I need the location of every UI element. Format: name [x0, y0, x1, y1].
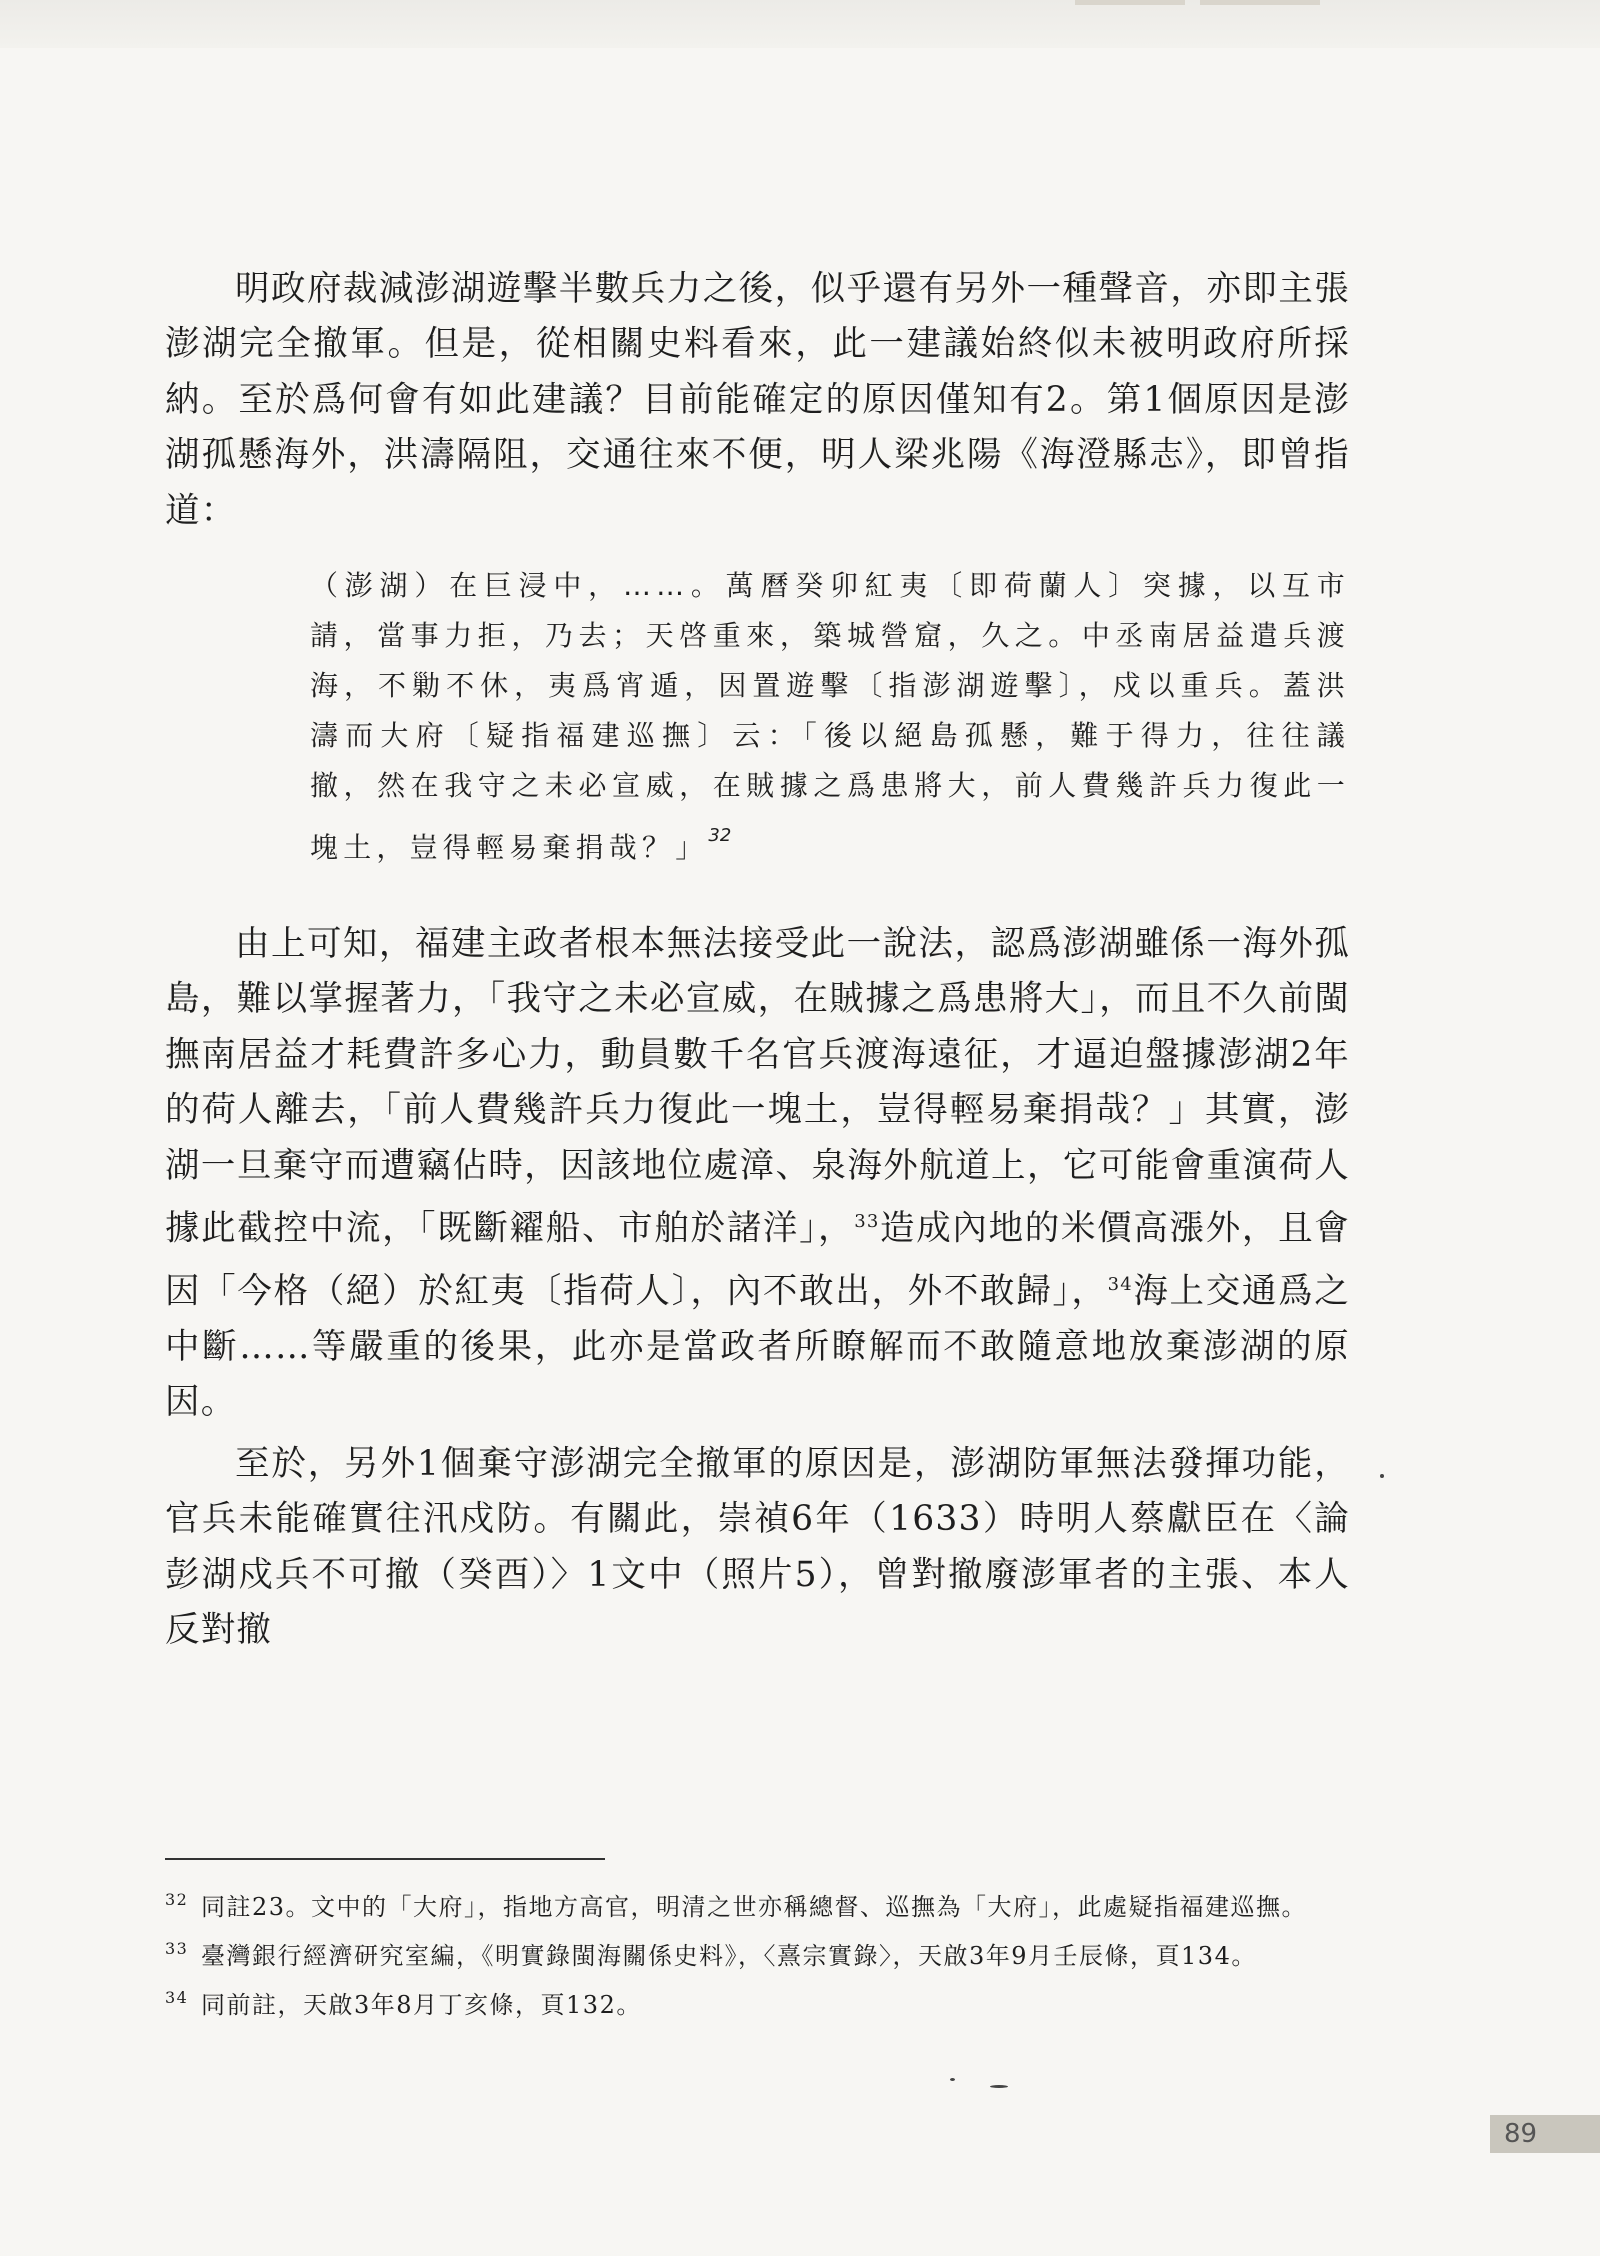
page-body	[165, 262, 1350, 1658]
paragraph-1: 明政府裁減澎湖遊擊半數兵力之後，似乎還有另外一種聲音，亦即主張澎湖完全撤軍。但是，從相關史料看來，此一建議始終似未被明政府所採納。至於爲何會有如此建議？目前能確定的原因僅知有2。第1個原因是澎湖孤懸海外，洪濤隔阻，交通往來不便，明人梁兆陽《海澄縣志》，即曾指道：	[165, 269, 1350, 531]
footnote-34	[165, 1980, 1350, 2023]
footnote-text: 臺灣銀行經濟研究室編，《明實錄閩海關係史料》，〈熹宗實錄〉，天啟3年9月壬辰條，頁134。	[201, 1942, 1257, 1970]
footnote-ref-33: 33	[854, 1211, 880, 1233]
scan-speck	[990, 2085, 1008, 2088]
page-number: 89	[1490, 2115, 1600, 2153]
top-scan-mark	[1200, 0, 1320, 5]
scan-speck	[1380, 1474, 1384, 1478]
footnote-number: 33	[165, 1939, 189, 1958]
footnote-text: 同前註，天啟3年8月丁亥條，頁132。	[201, 1991, 642, 2019]
paragraph-2-part-c: 海上交通爲之中斷……等嚴重的後果，此亦是當政者所瞭解而不敢隨意地放棄澎湖的原因。	[165, 1271, 1350, 1423]
footnote-33	[165, 1931, 1350, 1974]
footnote-32	[165, 1882, 1350, 1925]
footnote-number: 32	[165, 1890, 189, 1909]
footnote-ref-32: 32	[708, 825, 732, 847]
footnote-text: 同註23。文中的「大府」，指地方高官，明清之世亦稱總督、巡撫為「大府」，此處疑指福建巡撫。	[201, 1893, 1308, 1921]
quote-text: （澎湖）在巨浸中，……。萬曆癸卯紅夷〔即荷蘭人〕突據，以互市請，當事力拒，乃去；天啓重來，築城營窟，久之。中丞南居益遣兵渡海，不勦不休，夷爲宵遁，因置遊擊〔指澎湖遊擊〕，戍以重兵。蓋洪濤而大府〔疑指福建巡撫〕云：「後以絕島孤懸，難于得力，往往議撤，然在我守之未必宣威，在賊據之爲患將大，前人費幾許兵力復此一塊土，豈得輕易棄捐哉？」	[310, 569, 1350, 865]
paragraph-2	[165, 917, 1350, 1431]
paragraph-2-part-b: 造成內地的米價高漲外，且會因「今格（絕）於紅夷〔指荷人〕，內不敢出，外不敢歸」，	[165, 1208, 1350, 1312]
paragraph-2-part-a: 由上可知，福建主政者根本無法接受此一說法，認爲澎湖雖係一海外孤島，難以掌握著力，「我守之未必宣威，在賊據之爲患將大」，而且不久前閩撫南居益才耗費許多心力，動員數千名官兵渡海遠征，才逼迫盤據澎湖2年的荷人離去，「前人費幾許兵力復此一塊土，豈得輕易棄捐哉？」其實，澎湖一旦棄守而遭竊佔時，因該地位處漳、泉海外航道上，它可能會重演荷人據此截控中流，「既斷糴船、市舶於諸洋」，	[165, 924, 1350, 1249]
top-scan-band	[0, 0, 1600, 48]
block-quote	[310, 561, 1350, 873]
footnote-divider	[165, 1858, 605, 1860]
footnote-ref-34: 34	[1107, 1273, 1133, 1295]
top-scan-mark	[1075, 0, 1185, 5]
footnotes	[165, 1882, 1350, 2029]
scan-speck	[950, 2078, 955, 2081]
footnote-number: 34	[165, 1988, 189, 2007]
paragraph-3: 至於，另外1個棄守澎湖完全撤軍的原因是，澎湖防軍無法發揮功能，官兵未能確實往汛戍防。有關此，崇禎6年（1633）時明人蔡獻臣在〈論彭湖戍兵不可撤（癸酉）〉1文中（照片5），曾對撤廢澎軍者的主張、本人反對撤	[165, 1443, 1350, 1650]
